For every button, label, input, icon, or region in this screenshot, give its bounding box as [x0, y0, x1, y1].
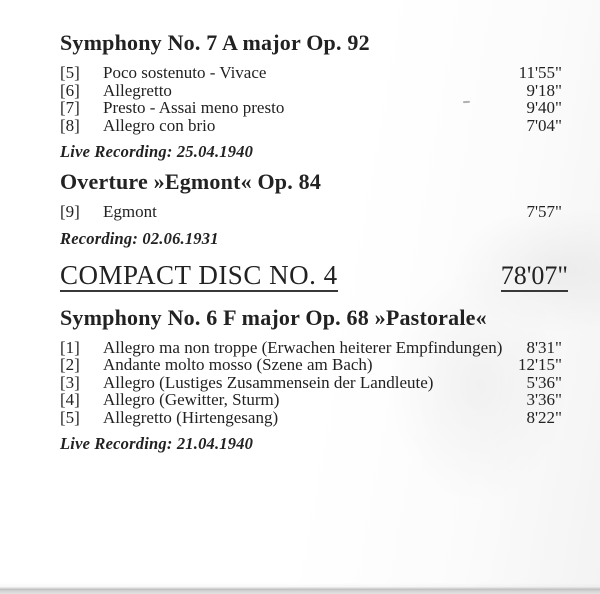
track-row — [60, 391, 562, 409]
page-bottom-edge — [0, 583, 600, 594]
work-title: Overture »Egmont« Op. 84 — [60, 169, 322, 194]
track-number: [2] — [60, 355, 80, 374]
track-time: 8'22" — [526, 407, 562, 427]
track-row — [60, 203, 562, 221]
track-list — [60, 64, 562, 134]
track-title: Allegro ma non troppe (Erwachen heiterer Empfindungen) — [103, 337, 503, 357]
track-number: [3] — [60, 372, 80, 392]
track-number: [5] — [60, 63, 80, 82]
disc-header — [60, 259, 568, 292]
track-title: Allegro con brio — [103, 115, 216, 135]
track-list — [60, 339, 562, 427]
track-number: [6] — [60, 80, 80, 100]
track-title: Poco sostenuto - Vivace — [103, 63, 267, 82]
track-title: Allegro (Gewitter, Sturm) — [103, 390, 280, 409]
track-title: Egmont — [103, 202, 157, 221]
track-number: [8] — [60, 115, 80, 135]
work-title: Symphony No. 6 F major Op. 68 »Pastorale« — [60, 304, 487, 330]
track-number: [1] — [60, 337, 80, 357]
disc-title: COMPACT DISC NO. 4 — [60, 259, 338, 290]
track-row — [60, 99, 562, 117]
track-time: 9'40" — [526, 98, 562, 117]
track-row — [60, 356, 562, 374]
track-row — [60, 374, 562, 392]
track-row — [60, 339, 562, 357]
track-row — [60, 409, 562, 427]
track-list — [60, 203, 562, 221]
track-number: [9] — [60, 202, 80, 221]
work-title: Symphony No. 7 A major Op. 92 — [60, 30, 370, 55]
work-section-symphony-7 — [60, 30, 562, 161]
track-title: Presto - Assai meno presto — [103, 98, 285, 117]
track-time: 9'18" — [526, 80, 562, 100]
track-time: 5'36" — [526, 372, 562, 392]
track-title: Andante molto mosso (Szene am Bach) — [103, 355, 373, 374]
track-time: 12'15" — [517, 355, 562, 374]
track-number: [7] — [60, 98, 80, 117]
recording-note: Live Recording: 21.04.1940 — [60, 434, 254, 453]
work-section-egmont — [60, 169, 562, 248]
disc-total-time: 78'07" — [500, 260, 568, 290]
track-title: Allegretto — [103, 80, 172, 100]
work-section-symphony-6 — [60, 305, 562, 454]
track-number: [4] — [60, 390, 80, 409]
track-time: 7'57" — [526, 202, 562, 221]
recording-note: Recording: 02.06.1931 — [60, 228, 219, 248]
track-time: 3'36" — [526, 390, 562, 409]
recording-note: Live Recording: 25.04.1940 — [60, 142, 254, 161]
track-row — [60, 64, 562, 82]
track-row — [60, 117, 562, 135]
track-time: 8'31" — [526, 337, 562, 357]
track-title: Allegro (Lustiges Zusammensein der Landleute) — [103, 372, 434, 392]
track-title: Allegretto (Hirtengesang) — [103, 407, 279, 427]
track-row — [60, 82, 562, 100]
track-number: [5] — [60, 407, 80, 427]
track-time: 7'04" — [526, 115, 562, 135]
track-time: 11'55" — [518, 63, 562, 82]
